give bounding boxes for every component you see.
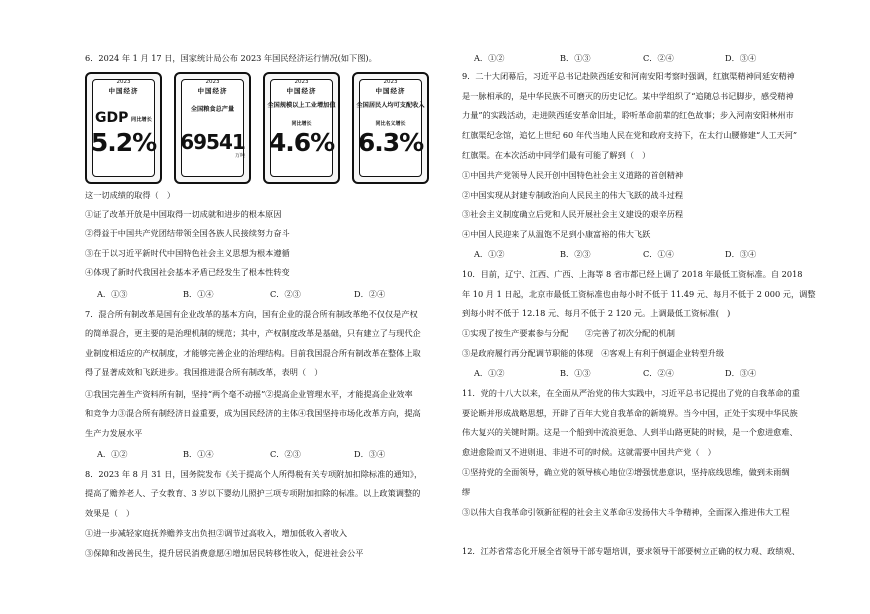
card-unit: 万吨 — [234, 153, 245, 159]
q11-line-2: 要论断并形成战略思想，开辟了百年大党自我革命的新境界。当今中国，正处于实现中华民族 — [462, 408, 798, 418]
q7-option-b[interactable]: B．①④ — [183, 449, 214, 459]
q9-statement-3: ③社会主义制度确立后党和人民开展社会主义建设的艰辛历程 — [462, 209, 684, 219]
q9-line-3: 力量”的实践活动，走进陕西延安革命旧址，聆听革命前辈的红色故事；步入河南安阳林州市 — [462, 110, 794, 120]
q10-line-1: 10．目前，辽宁、江西、广西、上海等 8 省市都已经上调了 2018 年最低工资标准。自 2018 — [462, 269, 803, 279]
q11-line-1: 11．党的十八大以来，在全面从严治党的伟大实践中，习近平总书记提出了党的自我革命的重 — [462, 388, 800, 398]
grain-card — [174, 72, 251, 184]
q8-line-3: 效果是（ ） — [85, 508, 135, 518]
card-brand: 中国经济 — [375, 87, 406, 95]
q10-option-d[interactable]: D．③④ — [725, 368, 757, 378]
q9-line-2: 是一脉相承的，是中华民族不可磨灭的历史记忆。某中学组织了“追随总书记脚步，感受精神 — [462, 91, 794, 101]
q6-option-b[interactable]: B．①④ — [183, 289, 214, 299]
q6-option-d[interactable]: D．②④ — [354, 289, 386, 299]
q7-statement-1: ①我国完善生产资料所有制，坚持“两个毫不动摇”②提高企业管理水平，才能提高企业效率 — [85, 389, 413, 399]
q7-line-1: 7．混合所有制改革是国有企业改革的基本方向，国有企业的混合所有制改革绝不仅仅是产权 — [85, 309, 418, 319]
card-year: 2023 — [294, 79, 309, 85]
card-label: 全国粮食总产量 — [190, 106, 235, 113]
card-label: 全国居民人均可支配收入 — [356, 102, 425, 109]
card-brand: 中国经济 — [197, 87, 228, 95]
economy-cards — [85, 72, 430, 184]
q7-line-2: 的简单混合，更主要的是治理机制的规范；其中，产权制度改革是基础，只有建立了与现代企 — [85, 328, 421, 338]
card-year: 2023 — [116, 79, 131, 85]
card-value: 5.2% — [90, 128, 157, 157]
q10-option-c[interactable]: C．②④ — [643, 368, 674, 378]
q10-line-3: 到每小时不低于 12.18 元、每月不低于 2 120 元。上调最低工资标准( ) — [462, 308, 731, 318]
q9-option-b[interactable]: B．②③ — [560, 249, 591, 259]
q12-line-1: 12．江苏省常态化开展全省领导干部专题培训，要求领导干部要树立正确的权力观、政绩观、 — [462, 546, 800, 556]
q8-option-b[interactable]: B．①③ — [560, 53, 591, 63]
q10-option-a[interactable]: A．①② — [474, 368, 505, 378]
q11-line-4: 愈进愈险而又不进则退、非进不可的时候。这就需要中国共产党（ ） — [462, 447, 716, 457]
q8-option-d[interactable]: D．③④ — [725, 53, 757, 63]
q6-statement-2: ②得益于中国共产党团结带领全国各族人民接续努力奋斗 — [85, 228, 290, 238]
q7-line-4: 得了显著成效和飞跃进步。我国推进混合所有制改革，表明（ ） — [85, 367, 323, 377]
q11-statement-2: ③以伟大自我革命引领新征程的社会主义革命④发扬伟大斗争精神，全面深入推进伟大工程 — [462, 507, 790, 517]
q11-statement-1-cont: 缪 — [462, 487, 471, 497]
q9-statement-4: ④中国人民迎来了从温饱不足到小康富裕的伟大飞跃 — [462, 229, 651, 239]
card-value: 6.3% — [357, 128, 424, 157]
q10-line-2: 年 10 月 1 日起，北京市最低工资标准也由每小时不低于 11.49 元、每月不低于 2 000 元，调整 — [462, 289, 816, 299]
card-sub: 同比增长 — [291, 121, 312, 127]
q10-statement-1: ①实现了按生产要素参与分配 ②完善了初次分配的机制 — [462, 328, 675, 338]
industry-card — [263, 72, 340, 184]
q9-statement-1: ①中国共产党领导人民开创中国特色社会主义道路的首创精神 — [462, 170, 684, 180]
q6-statement-3: ③在于以习近平新时代中国特色社会主义思想为根本遵循 — [85, 248, 290, 258]
q6-statement-1: ①证了改革开放是中国取得一切成就和进步的根本原因 — [85, 209, 282, 219]
q6-option-c[interactable]: C．②③ — [270, 289, 301, 299]
q9-line-5: 红旗渠。在本次活动中同学们最有可能了解到（ ） — [462, 150, 651, 160]
q11-line-3: 伟大复兴的关键时期。这是一个船到中流浪更急、人到半山路更陡的时候，是一个愈进愈难、 — [462, 427, 798, 437]
q7-line-3: 业制度相适应的产权制度，才能够完善企业的治理结构。目前我国混合所有制改革在整体上取 — [85, 348, 421, 358]
gdp-card — [85, 72, 162, 184]
q8-line-1: 8．2023 年 8 月 31 日，国务院发布《关于提高个人所得税有关专项附加扣除标准的通知》， — [85, 469, 423, 479]
q6-stem: 6．2024 年 1 月 17 日，国家统计局公布 2023 年国民经济运行情况(如下图)。 — [85, 53, 377, 63]
q9-option-c[interactable]: C．①④ — [643, 249, 674, 259]
card-value: 69541 — [180, 130, 245, 154]
q8-line-2: 提高了赡养老人、子女教育、3 岁以下婴幼儿照护三项专项附加扣除的标准。以上政策调整的 — [85, 488, 421, 498]
q9-option-a[interactable]: A．①② — [474, 249, 505, 259]
q8-statement-2: ③保障和改善民生，提升居民消费意愿④增加居民转移性收入，促进社会公平 — [85, 548, 364, 558]
card-year: 2023 — [205, 79, 220, 85]
q6-statement-4: ④体现了新时代我国社会基本矛盾已经发生了根本性转变 — [85, 267, 290, 277]
card-label: GDP — [95, 110, 129, 126]
card-sub: 同比名义增长 — [375, 121, 406, 127]
q10-statement-2: ③是政府履行再分配调节职能的体现 ④客观上有利于倒逼企业转型升级 — [462, 348, 725, 358]
q9-line-4: 红旗渠纪念馆，追忆上世纪 60 年代当地人民在党和政府支持下，在太行山腰修建“人工天河” — [462, 130, 798, 140]
q9-option-d[interactable]: D．③④ — [725, 249, 757, 259]
q8-option-a[interactable]: A．①② — [474, 53, 505, 63]
q7-option-a[interactable]: A．①② — [97, 449, 128, 459]
card-brand: 中国经济 — [286, 87, 317, 95]
card-label: 全国规模以上工业增加值 — [267, 102, 336, 109]
q6-question: 这一切成绩的取得（ ） — [85, 190, 176, 200]
q6-option-a[interactable]: A．①③ — [97, 289, 128, 299]
q11-statement-1: ①坚持党的全面领导，确立党的领导核心地位②增强忧患意识，坚持底线思维，做到未雨绸 — [462, 467, 790, 477]
q7-option-c[interactable]: C．②③ — [270, 449, 301, 459]
q8-statement-1: ①进一步减轻家庭抚养赡养支出负担②调节过高收入，增加低收入者收入 — [85, 528, 348, 538]
card-sub: 同比增长 — [131, 117, 152, 123]
q7-statement-3: 生产力发展水平 — [85, 428, 143, 438]
q10-option-b[interactable]: B．①③ — [560, 368, 591, 378]
card-year: 2023 — [383, 79, 398, 85]
income-card — [352, 72, 429, 184]
card-brand: 中国经济 — [108, 87, 139, 95]
q9-line-1: 9．二十大闭幕后，习近平总书记赴陕西延安和河南安阳考察时强调，红旗渠精神同延安精神 — [462, 71, 795, 81]
q8-option-c[interactable]: C．②④ — [643, 53, 674, 63]
q7-option-d[interactable]: D．③④ — [354, 449, 386, 459]
card-value: 4.6% — [268, 128, 335, 157]
q7-statement-2: 和竞争力③混合所有制经济日益重要，成为国民经济的主体④我国坚持市场化改革方向，提高 — [85, 408, 421, 418]
q9-statement-2: ②中国实现从封建专制政治向人民民主的伟大飞跃的战斗过程 — [462, 190, 684, 200]
